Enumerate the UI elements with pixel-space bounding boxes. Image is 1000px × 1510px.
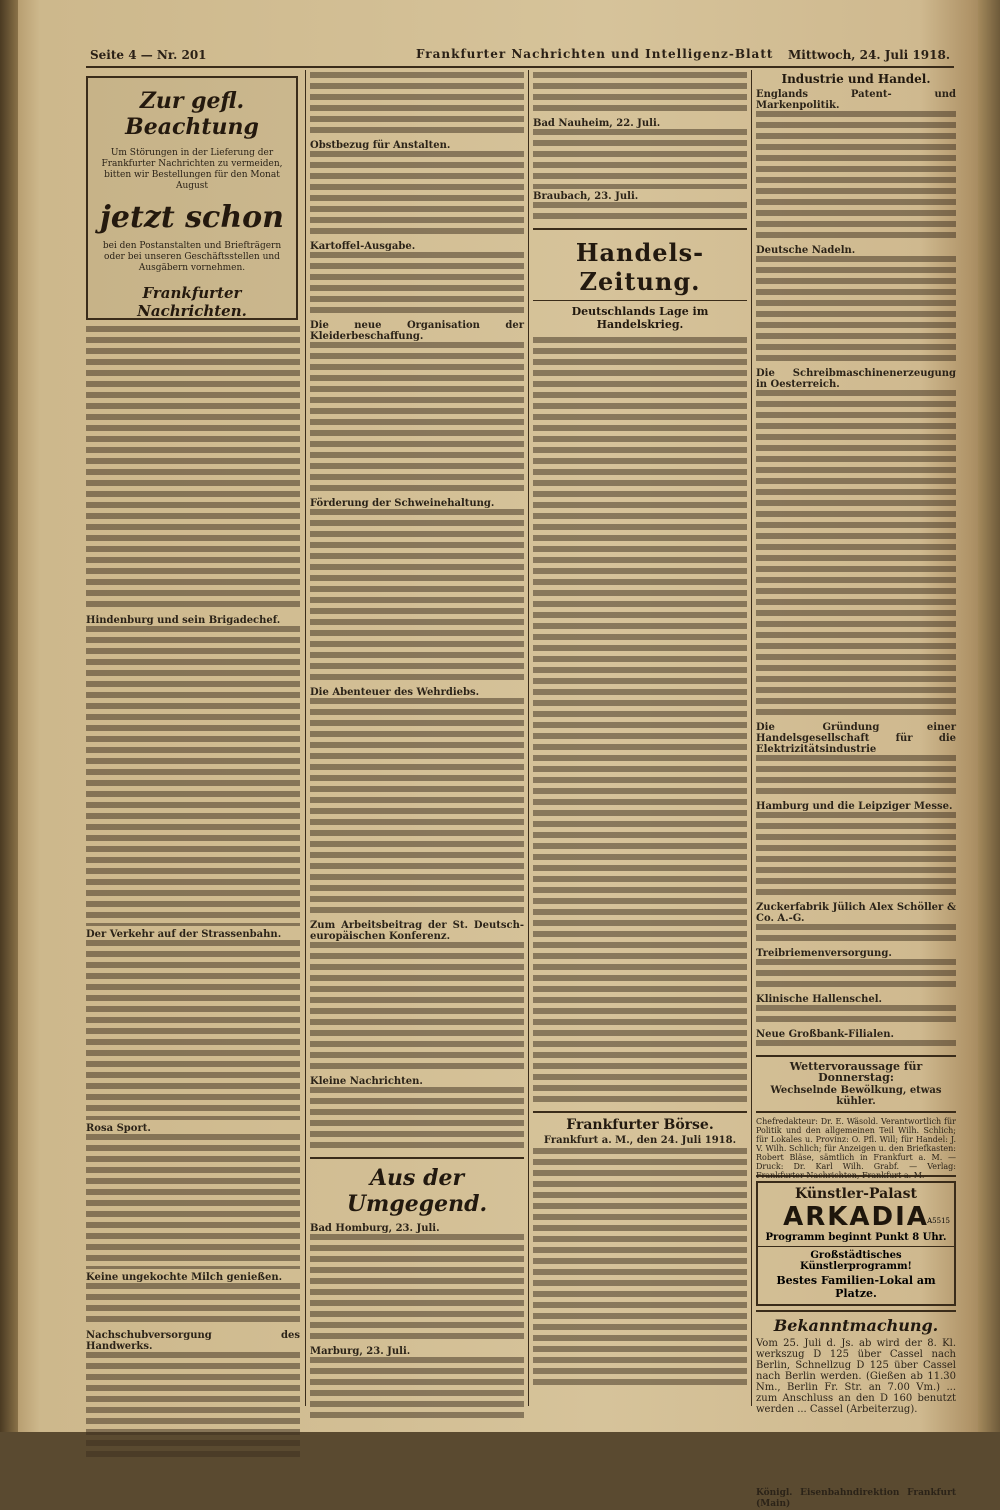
article-heading: Hamburg und die Leipziger Messe. (756, 801, 953, 812)
article-text (86, 1283, 300, 1327)
article-text (533, 72, 747, 116)
bekanntmachung-title: Bekanntmachung. (773, 1316, 939, 1335)
article-text (86, 326, 300, 612)
article-text (86, 1352, 300, 1462)
article-text (756, 755, 956, 799)
notice-title: Zur gefl. Beachtung (125, 88, 259, 140)
ad-line-1: Programm beginnt Punkt 8 Uhr. (765, 1232, 947, 1243)
article-heading: Die Abenteuer des Wehrdiebs. (310, 687, 480, 698)
notice-text-2: bei den Postanstalten und Briefträgern oder bei unseren Geschäftsstellen und Ausgäbern vornehmen. (102, 241, 282, 273)
page-number: Seite 4 — Nr. 201 (90, 48, 207, 62)
subscription-notice-box (86, 76, 298, 320)
article-text (310, 72, 524, 138)
article-heading: Der Verkehr auf der Strassenbahn. (86, 929, 282, 940)
section-title: Industrie und Handel. (781, 72, 931, 86)
article-dateline: Bad Homburg, 23. Juli. (310, 1223, 440, 1234)
article-text (310, 509, 524, 685)
weather-title: Wettervoraussage für Donnerstag: (789, 1060, 923, 1084)
article-text (310, 942, 524, 1074)
column-rule (528, 70, 529, 1406)
page-edge (978, 0, 1000, 1432)
section-divider (533, 1111, 747, 1113)
title-underline (533, 300, 747, 301)
section-divider (533, 228, 747, 230)
ad-divider (758, 1246, 954, 1247)
bekanntmachung-signature: Königl. Eisenbahndirektion Frankfurt (Main) (756, 1488, 956, 1509)
article-text (756, 1005, 956, 1027)
article-dateline: Bad Nauheim, 22. Juli. (533, 118, 661, 129)
weather-text: Wechselnde Bewölkung, etwas kühler. (770, 1085, 942, 1107)
ad-ref: A5515 (927, 1217, 950, 1225)
article-text (86, 1134, 300, 1269)
article-dateline: Braubach, 23. Juli. (533, 191, 639, 202)
notice-emphasis: jetzt schon (100, 200, 284, 235)
column-4 (756, 72, 956, 1509)
section-divider (756, 1310, 956, 1312)
article-text (310, 342, 524, 496)
article-text (756, 111, 956, 243)
article-heading: Kartoffel-Ausgabe. (310, 241, 416, 252)
article-heading: Förderung der Schweinehaltung. (310, 498, 495, 509)
article-heading: Rosa Sport. (86, 1123, 151, 1134)
article-heading: Hindenburg und sein Brigadechef. (86, 615, 281, 626)
article-text (310, 1234, 524, 1344)
article-heading: Treibriemenversorgung. (756, 948, 892, 959)
article-text (310, 151, 524, 239)
article-text (756, 812, 956, 900)
article-text (310, 1087, 524, 1153)
section-divider (756, 1055, 956, 1057)
article-heading: Die Gründung einer Handelsgesellschaft für die Elektrizitätsindustrie (756, 722, 956, 755)
article-text (533, 129, 747, 189)
article-text (533, 1148, 747, 1388)
article-text (756, 1040, 956, 1051)
article-heading: Neue Großbank-Filialen. (756, 1029, 894, 1040)
imprint: Chefredakteur: Dr. E. Wäsold. Verantwortlich für Politik und den allgemeinen Teil Wilh. Schlich; für Lokales u. Provinz: O. Pfl. Will; für Handel: J. V. Wilh. Schlich; für Anzeigen u. den Briefkasten: Robert Bläse, sämtlich in Frankfurt a. M. — Druck: Dr. Karl Wilh. Grabf. — Verlag: Frankfurter Nachrichten, Frankfurt a. M. (756, 1117, 956, 1180)
article-heading: Keine ungekochte Milch genießen. (86, 1272, 283, 1283)
issue-date: Mittwoch, 24. Juli 1918. (788, 48, 950, 62)
notice-text: Um Störungen in der Lieferung der Frankfurter Nachrichten zu vermeiden, bitten wir Bestellungen für den Monat August (101, 148, 283, 191)
section-title: Handels-Zeitung. (575, 238, 705, 296)
article-subtitle: Deutschlands Lage im Handelskrieg. (571, 305, 709, 331)
article-heading: Englands Patent- und Markenpolitik. (756, 89, 956, 111)
ad-line-2: Großstädtisches Künstlerprogramm! (800, 1250, 912, 1272)
column-1 (86, 72, 300, 1408)
masthead-title: Frankfurter Nachrichten und Intelligenz-Blatt (416, 47, 774, 61)
article-text (533, 337, 747, 1107)
notice-signature: Frankfurter Nachrichten. (137, 284, 247, 320)
ad-top: Künstler-Palast (795, 1186, 917, 1202)
article-heading: Nachschubversorgung des Handwerks. (86, 1330, 300, 1352)
article-text (756, 256, 956, 366)
article-heading: Zum Arbeitsbeitrag der St. Deutsch-europäischen Konferenz. (310, 920, 524, 942)
article-text (533, 202, 747, 224)
boerse-dateline: Frankfurt a. M., den 24. Juli 1918. (543, 1135, 737, 1146)
column-2 (310, 72, 524, 1408)
column-rule (751, 70, 752, 1406)
column-rule (305, 70, 306, 1406)
column-3 (533, 72, 747, 1408)
running-header (86, 44, 954, 68)
article-text (756, 924, 956, 946)
article-heading: Deutsche Nadeln. (756, 245, 856, 256)
article-dateline: Marburg, 23. Juli. (310, 1346, 411, 1357)
article-text (86, 626, 300, 926)
article-text (86, 940, 300, 1120)
article-heading: Klinische Hallenschel. (756, 994, 882, 1005)
article-text (310, 1357, 524, 1423)
article-text (756, 390, 956, 720)
binding-gutter (0, 0, 18, 1432)
article-heading: Die Schreibmaschinenerzeugung in Oesterreich. (756, 368, 956, 390)
bekanntmachung-text: Vom 25. Juli d. Js. ab wird der 8. Kl. werkszug D 125 über Cassel nach Berlin, Schnellzug D 125 über Cassel nach Berlin werden. (Gießen ab 11.30 Nm., Berlin Fr. Str. an 7.00 Vm.) ... zum Anschluss an den D 160 benutzt werden ... Cassel (Arbeiterzug). (756, 1338, 956, 1415)
ad-line-3: Bestes Familien-Lokal am Platze. (776, 1274, 936, 1300)
article-heading: Die neue Organisation der Kleiderbeschaffung. (310, 320, 524, 342)
article-text (310, 698, 524, 918)
article-heading: Kleine Nachrichten. (310, 1076, 423, 1087)
article-text (756, 959, 956, 992)
arkadia-advertisement (756, 1181, 956, 1306)
article-text (310, 252, 524, 318)
section-divider (756, 1111, 956, 1113)
article-heading: Obstbezug für Anstalten. (310, 140, 451, 151)
section-divider (310, 1157, 524, 1159)
section-title: Aus der Umgegend. (346, 1165, 488, 1217)
article-heading: Zuckerfabrik Jülich Alex Schöller & Co. A.-G. (756, 902, 956, 924)
boerse-title: Frankfurter Börse. (566, 1117, 714, 1133)
ad-name: ARKADIA (783, 1202, 929, 1232)
